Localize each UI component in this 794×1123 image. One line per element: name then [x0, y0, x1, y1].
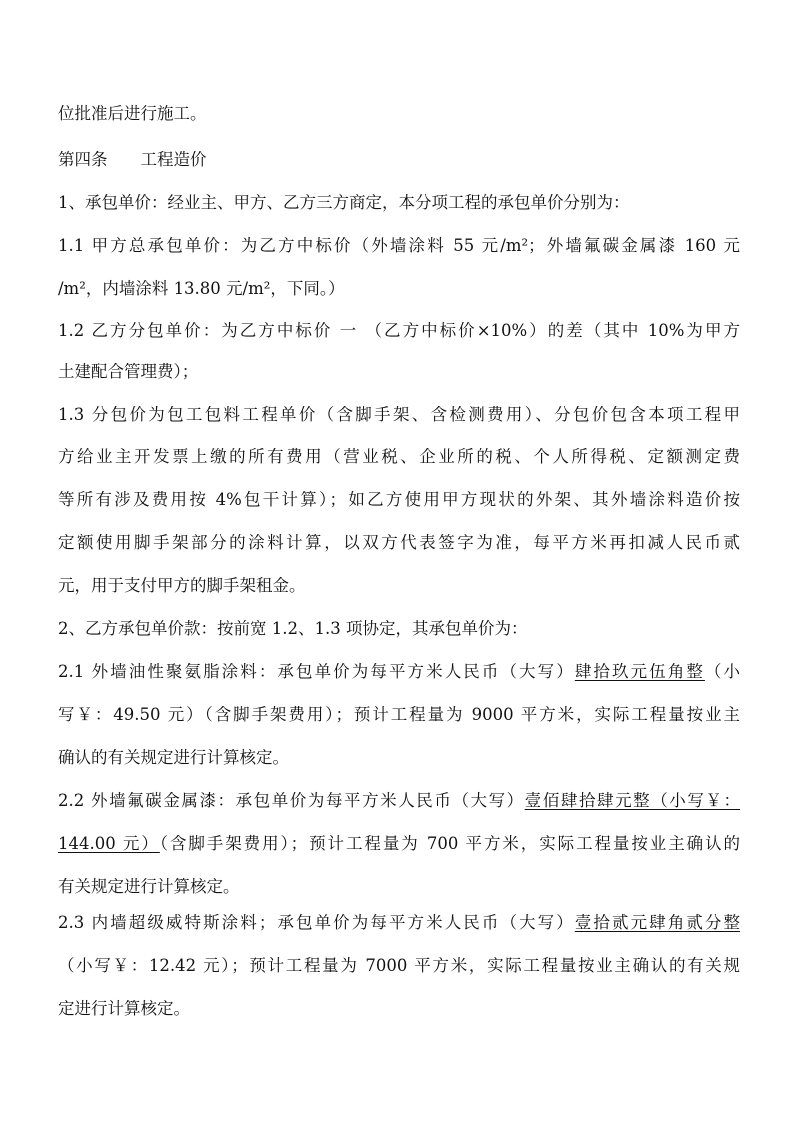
text-run: 2.1 外墙油性聚氨脂涂料：承包单价为每平方米人民币（大写）: [58, 662, 575, 681]
text-run: 位批准后进行施工。: [58, 104, 207, 123]
text-line: [58, 833, 740, 855]
text-run: （含脚手架费用）；预计工程量为 700 平方米，实际工程量按业主确认的: [159, 834, 740, 853]
text-run: 第四条 工程造价: [58, 150, 207, 169]
text-line: [58, 320, 740, 342]
text-run: 等所有涉及费用按 4%包干计算）；如乙方使用甲方现状的外架、其外墙涂料造价按: [58, 490, 740, 509]
text-run: 写￥：49.50 元）（含脚手架费用）；预计工程量为 9000 平方米，实际工程量按业主: [58, 705, 740, 724]
text-run: 确认的有关规定进行计算核定。: [58, 748, 289, 767]
text-run: 定进行计算核定。: [58, 999, 190, 1018]
text-line: [58, 489, 740, 511]
text-run: 定额使用脚手架部分的涂料计算，以双方代表签字为准，每平方米再扣减人民币贰: [58, 533, 740, 552]
text-line: [58, 955, 740, 977]
text-run: 1.2 乙方分包单价：为乙方中标价 一 （乙方中标价×10%）的差（其中 10%为甲方: [58, 321, 740, 340]
text-run: 2.3 内墙超级威特斯涂料；承包单价为每平方米人民币（大写）: [58, 913, 575, 932]
text-line: [58, 575, 740, 597]
text-line: [58, 532, 740, 554]
amount-in-words: 肆拾玖元伍角整: [574, 662, 705, 681]
text-line: [58, 747, 740, 769]
text-line: [58, 103, 740, 125]
text-line: [58, 661, 740, 683]
text-line: [58, 446, 740, 468]
amount-in-figures: 144.00 元）: [58, 834, 160, 853]
text-run: 1.3 分包价为包工包料工程单价（含脚手架、含检测费用）、分包价包含本项工程甲: [58, 405, 740, 424]
text-run: /m²，内墙涂料 13.80 元/m²，下同。）: [58, 279, 345, 298]
text-line: [58, 912, 740, 934]
text-line: [58, 998, 740, 1020]
text-line: [58, 404, 740, 426]
amount-in-words: 壹佰肆拾肆元整（小写￥：: [524, 791, 740, 810]
text-run: 方给业主开发票上缴的所有费用（营业税、企业所的税、个人所得税、定额测定费: [58, 447, 740, 466]
text-run: 土建配合管理费）；: [58, 362, 199, 381]
amount-in-words: 壹拾贰元肆角贰分整: [574, 913, 740, 932]
text-line: [58, 704, 740, 726]
text-run: 1.1 甲方总承包单价：为乙方中标价（外墙涂料 55 元/m²；外墙氟碳金属漆 160 元: [58, 236, 740, 255]
text-line: [58, 235, 740, 257]
text-run: 1、承包单价：经业主、甲方、乙方三方商定，本分项工程的承包单价分别为：: [58, 193, 630, 212]
text-run: 2.2 外墙氟碳金属漆：承包单价为每平方米人民币（大写）: [58, 791, 525, 810]
article-heading: [58, 149, 740, 171]
text-run: 2、乙方承包单价款：按前宽 1.2、1.3 项协定，其承包单价为：: [58, 619, 528, 638]
text-line: [58, 361, 740, 383]
text-run: （小写￥：12.42 元）；预计工程量为 7000 平方米，实际工程量按业主确认的有关规: [58, 956, 740, 975]
text-run: 元，用于支付甲方的脚手架租金。: [58, 576, 306, 595]
text-run: （小: [704, 662, 741, 681]
text-line: [58, 278, 740, 300]
text-line: [58, 876, 740, 898]
text-line: [58, 618, 740, 640]
text-line: [58, 790, 740, 812]
text-run: 有关规定进行计算核定。: [58, 877, 240, 896]
text-line: [58, 192, 740, 214]
